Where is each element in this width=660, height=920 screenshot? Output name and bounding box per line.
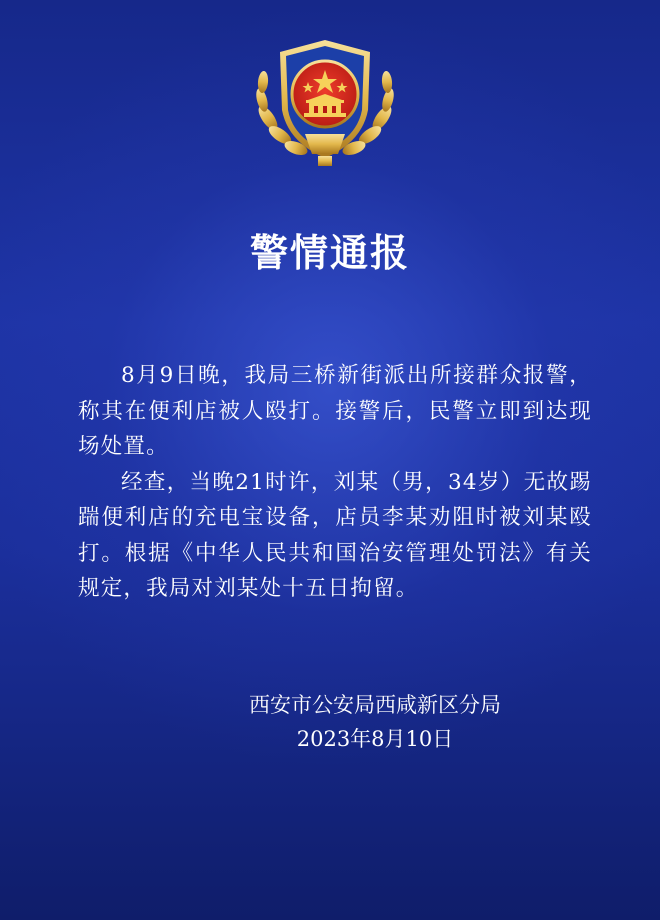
notice-signature-block — [200, 688, 550, 756]
police-emblem-icon — [250, 30, 400, 180]
notice-title: 警情通报 — [249, 231, 410, 275]
issuing-agency: 西安市公安局西咸新区分局 — [249, 693, 501, 717]
issue-date: 2023年8月10日 — [296, 727, 454, 751]
notice-body — [78, 358, 592, 607]
notice-paragraph-1: 8月9日晚，我局三桥新街派出所接群众报警，称其在便利店被人殴打。接警后，民警立即到达现场处置。 — [78, 363, 592, 459]
notice-paragraph-2: 经查，当晚21时许，刘某（男，34岁）无故踢踹便利店的充电宝设备，店员李某劝阻时被刘某殴打。根据《中华人民共和国治安管理处罚法》有关规定，我局对刘某处十五日拘留。 — [78, 469, 592, 601]
